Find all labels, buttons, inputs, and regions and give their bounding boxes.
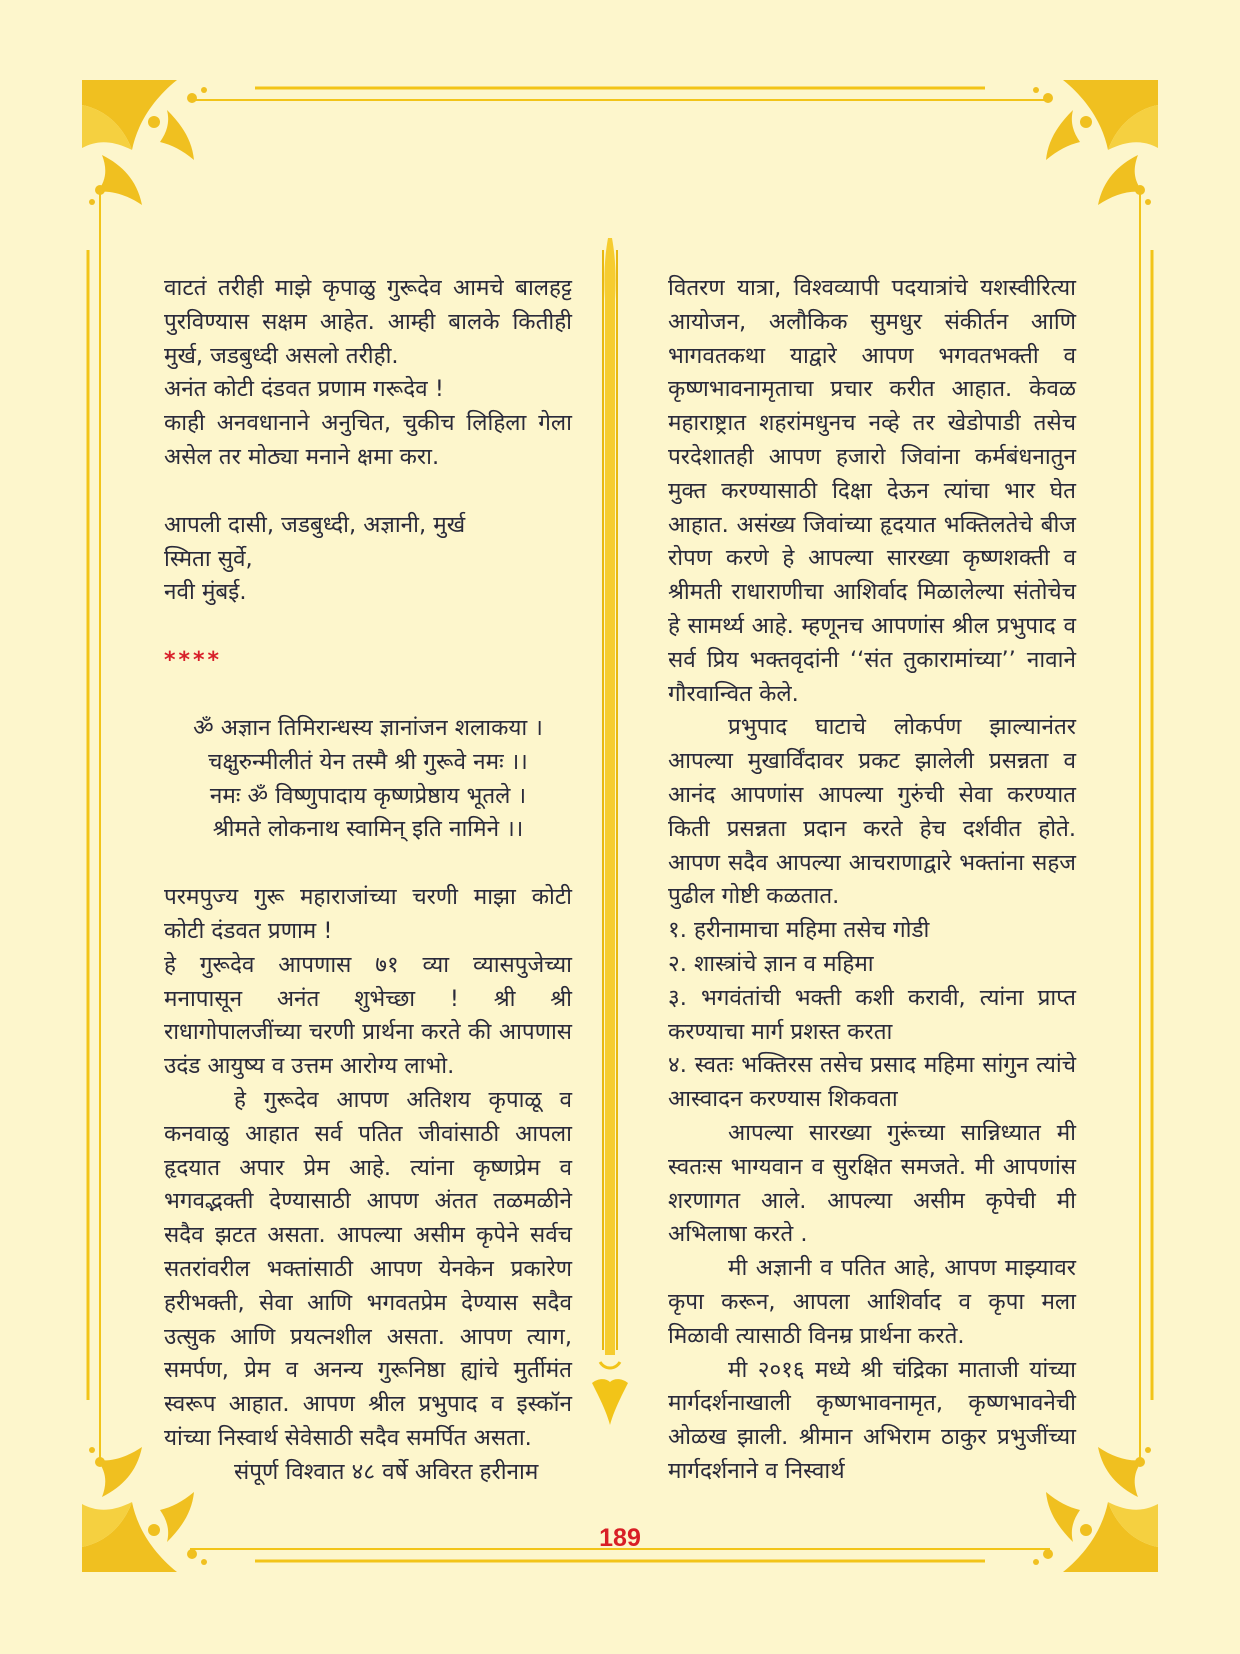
signature-name: स्मिता सुर्वे,	[164, 545, 253, 572]
verse-line: ॐ अज्ञान तिमिरान्धस्य ज्ञानांजन शलाकया ।	[193, 714, 543, 741]
paragraph: मी अज्ञानी व पतित आहे, आपण माझ्यावर कृपा करून, आपला आशिर्वाद व कृपा मला मिळावी त्यासाठी विनम्र प्रार्थना करते.	[668, 1255, 1076, 1349]
paragraph: वाटतं तरीही माझे कृपाळु गुरूदेव आमचे बालहट्ट पुरविण्यास सक्षम आहेत. आम्ही बालके कितीही मुर्ख, जडबुध्दी असलो तरीही.	[164, 275, 572, 369]
page-number: 189	[599, 1524, 641, 1552]
right-column	[668, 272, 1076, 1489]
list-item: ४. स्वतः भक्तिरस तसेच प्रसाद महिमा सांगुन त्यांचे आस्वादन करण्यास शिकवता	[668, 1052, 1076, 1113]
paragraph: संपूर्ण विश्वात ४८ वर्षे अविरत हरीनाम	[234, 1458, 539, 1485]
section-separator-stars: ****	[164, 648, 223, 674]
signature-line: आपली दासी, जडबुध्दी, अज्ञानी, मुर्ख	[164, 511, 466, 538]
signature-place: नवी मुंबई.	[164, 579, 247, 606]
paragraph: वितरण यात्रा, विश्वव्यापी पदयात्रांचे यशस्वीरित्या आयोजन, अलौकिक सुमधुर संकीर्तन आणि भागवतकथा याद्वारे आपण भगवतभक्ती व कृष्णभावनामृताचा प्रचार करीत आहात. केवळ महाराष्ट्रात शहरांमधुनच नव्हे तर खेडोपाडी तसेच परदेशातही आपण हजारो जिवांना कर्मबंधनातुन मुक्त करण्यासाठी दिक्षा देऊन त्यांचा भार घेत आहात. असंख्य जिवांच्या हृदयात भक्तिलतेचे बीज रोपण करणे हे आपल्या सारख्या कृष्णशक्ती व श्रीमती राधाराणीचा आशिर्वाद मिळालेल्या संतोचेच हे सामर्थ्य आहे. म्हणूनच आपणांस श्रील प्रभुपाद व सर्व प्रिय भक्तवृदांनी ‘‘संत तुकारामांच्या’’ नावाने गौरवान्वित केले.	[668, 275, 1076, 707]
paragraph: प्रभुपाद घाटाचे लोकर्पण झाल्यानंतर आपल्या मुखार्विंदावर प्रकट झालेली प्रसन्नता व आनंद आपणांस आपल्या गुरुंची सेवा करण्यात किती प्रसन्नता प्रदान करते हेच दर्शवीत होते. आपण सदैव आपल्या आचराणाद्वारे भक्तांना सहज पुढील गोष्टी कळतात.	[668, 714, 1076, 910]
list-item: १. हरीनामाचा महिमा तसेच गोडी	[668, 917, 930, 944]
column-divider-tilak	[592, 238, 628, 1425]
verse-line: चक्षुरुन्मीलीतं येन तस्मै श्री गुरूवे नमः ।।	[208, 748, 528, 775]
list-item: ३. भगवंतांची भक्ती कशी करावी, त्यांना प्राप्त करण्याचा मार्ग प्रशस्त करता	[668, 984, 1076, 1045]
paragraph: अनंत कोटी दंडवत प्रणाम गरूदेव !	[164, 376, 444, 403]
verse-line: नमः ॐ विष्णुपादाय कृष्णप्रेष्ठाय भूतले ।	[209, 782, 527, 809]
paragraph: काही अनवधानाने अनुचित, चुकीच लिहिला गेला असेल तर मोठ्या मनाने क्षमा करा.	[164, 410, 572, 470]
verse-line: श्रीमते लोकनाथ स्वामिन् इति नामिने ।।	[212, 816, 524, 843]
paragraph: मी २०१६ मध्ये श्री चंद्रिका माताजी यांच्या मार्गदर्शनाखाली कृष्णभावनामृत, कृष्णभावनेची ओळख झाली. श्रीमान अभिराम ठाकुर प्रभुजींच्या मार्गदर्शनाने व निस्वार्थ	[668, 1356, 1076, 1484]
corner-ornament-top-left	[82, 80, 207, 205]
paragraph: आपल्या सारख्या गुरूंच्या सान्निध्यात मी स्वतःस भाग्यवान व सुरक्षित समजते. मी आपणांस शरणागत आले. आपल्या असीम कृपेची मी अभिलाषा करते .	[668, 1119, 1076, 1248]
paragraph: हे गुरूदेव आपण अतिशय कृपाळू व कनवाळु आहात सर्व पतित जीवांसाठी आपला हृदयात अपार प्रेम आहे. त्यांना कृष्णप्रेम व भगवद्भक्ती देण्यासाठी आपण अंतत तळमळीने सदैव झटत असता. आपल्या असीम कृपेने सर्वच सतरांवरील भक्तांसाठी आपण येनकेन प्रकारेण हरीभक्ती, सेवा आणि भगवतप्रेम देण्यास सदैव उत्सुक आणि प्रयत्नशील असता. आपण त्याग, समर्पण, प्रेम व अनन्य गुरूनिष्ठा ह्यांचे मुर्तीमंत स्वरूप आहात. आपण श्रील प्रभुपाद व इस्कॉन यांच्या निस्वार्थ सेवेसाठी सदैव समर्पित असता.	[164, 1086, 572, 1451]
left-column	[164, 272, 572, 1490]
list-item: २. शास्त्रांचे ज्ञान व महिमा	[668, 950, 874, 977]
paragraph: परमपुज्य गुरू महाराजांच्या चरणी माझा कोटी कोटी दंडवत प्रणाम !	[164, 884, 572, 944]
paragraph: हे गुरूदेव आपणास ७१ व्या व्यासपुजेच्या मनापासून अनंत शुभेच्छा ! श्री श्री राधागोपालजींच्या चरणी प्रार्थना करते की आपणास उदंड आयुष्य व उत्तम आरोग्य लाभो.	[164, 951, 572, 1080]
corner-ornament-top-right	[1033, 80, 1158, 205]
